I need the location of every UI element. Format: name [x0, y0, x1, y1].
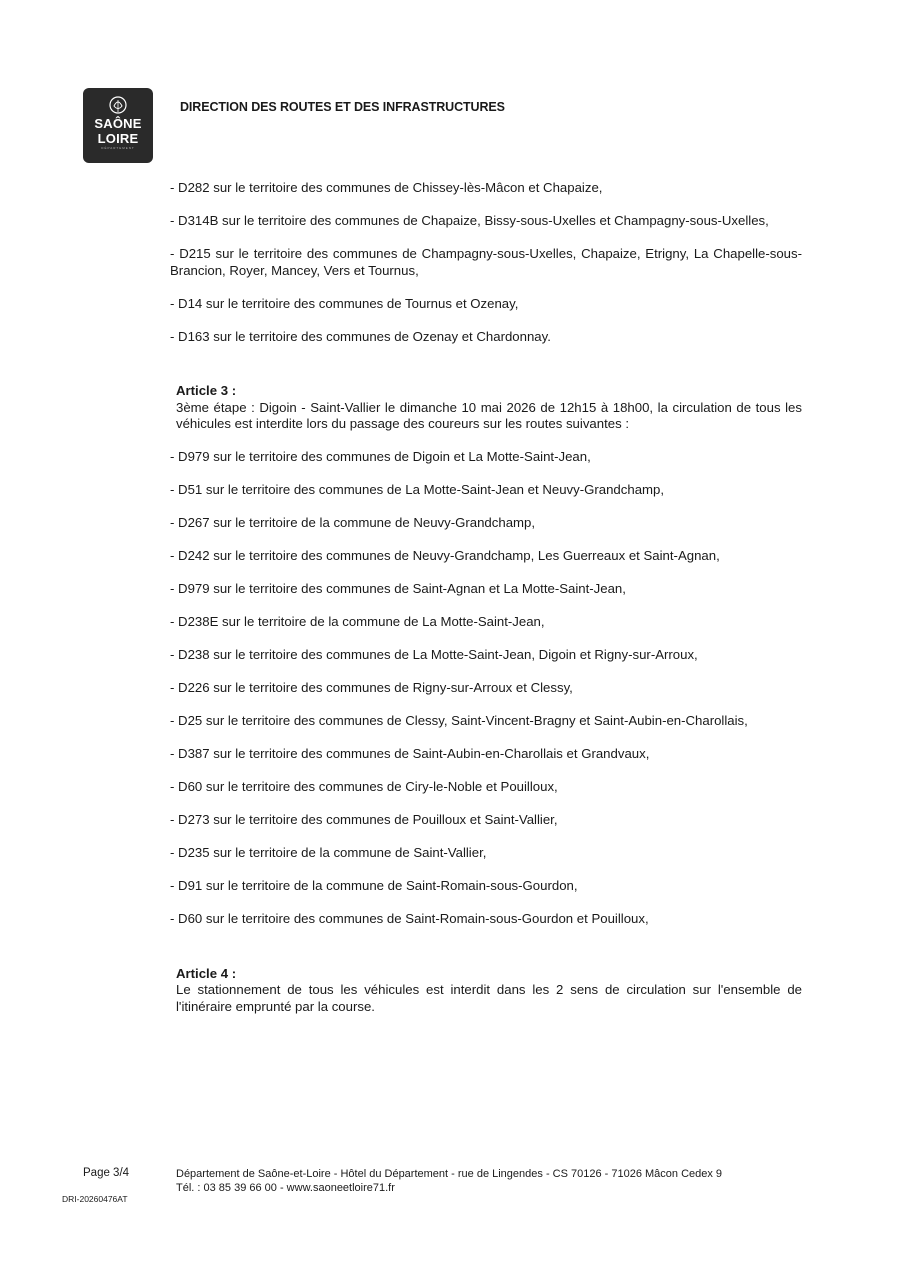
list-item: - D163 sur le territoire des communes de Ozenay et Chardonnay. — [170, 328, 551, 344]
list-item: - D387 sur le territoire des communes de Saint-Aubin-en-Charollais et Grandvaux, — [170, 746, 650, 761]
logo-line-2: LOIRE — [97, 131, 139, 146]
list-item: - D979 sur le territoire des communes de Digoin et La Motte-Saint-Jean, — [170, 449, 591, 464]
list-item: - D226 sur le territoire des communes de Rigny-sur-Arroux et Clessy, — [170, 680, 573, 695]
list-item: - D25 sur le territoire des communes de Clessy, Saint-Vincent-Bragny et Saint-Aubin-en-Charollais, — [170, 713, 748, 728]
footer-contact-line: Tél. : 03 85 39 66 00 - www.saoneetloire71.fr — [176, 1182, 395, 1194]
list-item: - D215 sur le territoire des communes de Champagny-sous-Uxelles, Chapaize, Etrigny, La Chapelle-sous-Brancion, Royer, Mancey, Vers et Tournus, — [170, 246, 802, 278]
list-item: - D267 sur le territoire de la commune de Neuvy-Grandchamp, — [170, 515, 536, 530]
list-item: - D979 sur le territoire des communes de Saint-Agnan et La Motte-Saint-Jean, — [170, 581, 626, 596]
list-item: - D242 sur le territoire des communes de Neuvy-Grandchamp, Les Guerreaux et Saint-Agnan, — [170, 548, 720, 563]
department-logo — [83, 88, 153, 163]
document-reference: DRI-20260476AT — [62, 1194, 128, 1204]
logo-line-1: SAÔNE — [94, 116, 142, 131]
list-item: - D282 sur le territoire des communes de Chissey-lès-Mâcon et Chapaize, — [170, 180, 603, 195]
document-body — [170, 180, 802, 1032]
header-title: DIRECTION DES ROUTES ET DES INFRASTRUCTURES — [180, 100, 505, 114]
logo-subtitle: DÉPARTEMENT — [101, 146, 135, 150]
page-number: Page 3/4 — [83, 1167, 130, 1179]
list-item: - D238 sur le territoire des communes de La Motte-Saint-Jean, Digoin et Rigny-sur-Arroux, — [170, 647, 698, 662]
list-item: - D314B sur le territoire des communes de Chapaize, Bissy-sous-Uxelles et Champagny-sous-Uxelles, — [170, 213, 769, 228]
footer-address-line: Département de Saône-et-Loire - Hôtel du Département - rue de Lingendes - CS 70126 - 71026 Mâcon Cedex 9 — [176, 1168, 723, 1180]
list-item: - D235 sur le territoire de la commune de Saint-Vallier, — [170, 845, 487, 860]
list-item: - D273 sur le territoire des communes de Pouilloux et Saint-Vallier, — [170, 812, 558, 827]
list-item: - D91 sur le territoire de la commune de Saint-Romain-sous-Gourdon, — [170, 878, 578, 893]
list-item: - D51 sur le territoire des communes de La Motte-Saint-Jean et Neuvy-Grandchamp, — [170, 482, 665, 497]
list-item: - D60 sur le territoire des communes de Ciry-le-Noble et Pouilloux, — [170, 779, 558, 794]
article-4-title: Article 4 : — [176, 965, 237, 981]
article-3-title: Article 3 : — [176, 383, 237, 398]
list-item: - D238E sur le territoire de la commune de La Motte-Saint-Jean, — [170, 614, 545, 629]
list-item: - D60 sur le territoire des communes de Saint-Romain-sous-Gourdon et Pouilloux, — [170, 911, 649, 926]
list-item: - D14 sur le territoire des communes de Tournus et Ozenay, — [170, 295, 519, 311]
article-4-text: Le stationnement de tous les véhicules est interdit dans les 2 sens de circulation sur l'ensemble de l'itinéraire emprunté par la course. — [176, 982, 802, 1014]
logo-emblem-icon — [107, 94, 129, 116]
footer-address — [176, 1167, 722, 1195]
article-3-intro: 3ème étape : Digoin - Saint-Vallier le dimanche 10 mai 2026 de 12h15 à 18h00, la circulation de tous les véhicules est interdite lors du passage des coureurs sur les routes suivantes : — [176, 399, 802, 431]
